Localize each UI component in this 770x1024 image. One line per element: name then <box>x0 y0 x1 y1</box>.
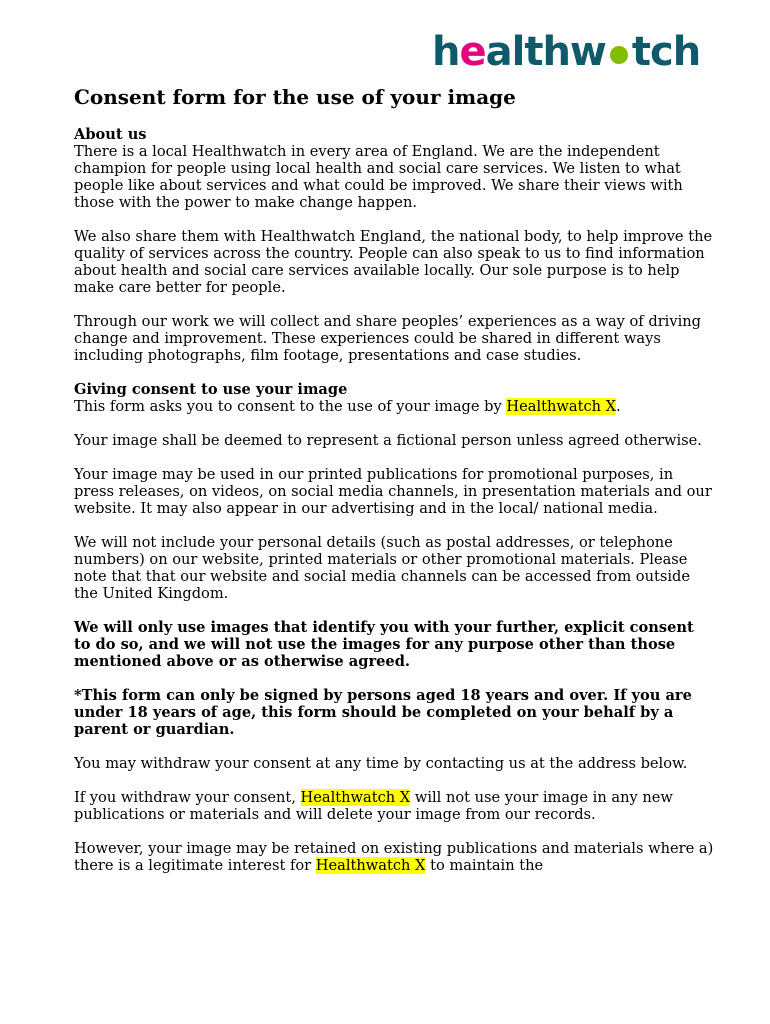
logo-green-dot-a <box>606 30 632 74</box>
age-requirement-paragraph: *This form can only be signed by persons aged 18 years and over. If you are under 18 years of age, this form should be completed on your behalf by a parent or guardian. <box>74 687 692 738</box>
healthwatch-logo <box>432 30 722 74</box>
usage-paragraph: Your image may be used in our printed publications for promotional purposes, in press releases, on videos, on social media channels, in presentation materials and our website. It may also appear in our advertising and in the local/ national media. <box>74 466 712 517</box>
consent-paragraph-1 <box>74 398 714 415</box>
consent-heading: Giving consent to use your image <box>74 381 348 398</box>
logo-text-tch: tch <box>631 29 701 75</box>
retention-paragraph <box>74 840 714 874</box>
about-paragraph-3: Through our work we will collect and share peoples’ experiences as a way of driving change and improvement. These experiences could be shared in different ways including photographs, film footage, presentations and case studies. <box>74 313 701 364</box>
withdraw-paragraph: You may withdraw your consent at any time by contacting us at the address below. <box>74 755 688 772</box>
logo-text-althw: althw <box>485 29 606 75</box>
withdraw-effect-text-a: If you withdraw your consent, <box>74 789 301 806</box>
logo-speech-bubble-e: e <box>459 29 486 75</box>
retention-text-a: However, your image may be retained on existing publications and materials where a) there is a legitimate interest for <box>74 840 714 874</box>
page-title: Consent form for the use of your image <box>74 85 516 109</box>
logo-text-h: h <box>432 29 460 75</box>
about-paragraph-2: We also share them with Healthwatch England, the national body, to help improve the quality of services across the country. People can also speak to us to find information about health and social care services available locally. Our sole purpose is to help make care better for people. <box>74 228 713 296</box>
consent-p1-text: This form asks you to consent to the use of your image by <box>74 398 507 415</box>
highlight-healthwatch-x: Healthwatch X <box>506 398 617 415</box>
about-paragraph-1: There is a local Healthwatch in every area of England. We are the independent champion for people using local health and social care services. We listen to what people like about services and what could be improved. We share their views with those with the power to make change happen. <box>74 143 683 211</box>
document-body <box>74 84 714 891</box>
withdraw-effect-paragraph <box>74 789 714 823</box>
logo-dot-icon <box>610 46 628 64</box>
fictional-paragraph: Your image shall be deemed to represent a fictional person unless agreed otherwise. <box>74 432 702 449</box>
highlight-healthwatch-x: Healthwatch X <box>315 857 426 874</box>
consent-p1-end: . <box>616 398 621 415</box>
personal-details-paragraph: We will not include your personal details (such as postal addresses, or telephone numbers) on our website, printed materials or other promotional materials. Please note that that our website and social media channels can be accessed from outside the United Kingdom. <box>74 534 690 602</box>
withdraw-effect-text-b: will not use your image in any new publications or materials and will delete your image from our records. <box>74 789 673 823</box>
highlight-healthwatch-x: Healthwatch X <box>300 789 411 806</box>
about-heading: About us <box>74 126 147 143</box>
explicit-consent-paragraph: We will only use images that identify you with your further, explicit consent to do so, and we will not use the images for any purpose other than those mentioned above or as otherwise agreed. <box>74 619 694 670</box>
retention-text-b: to maintain the <box>425 857 544 874</box>
